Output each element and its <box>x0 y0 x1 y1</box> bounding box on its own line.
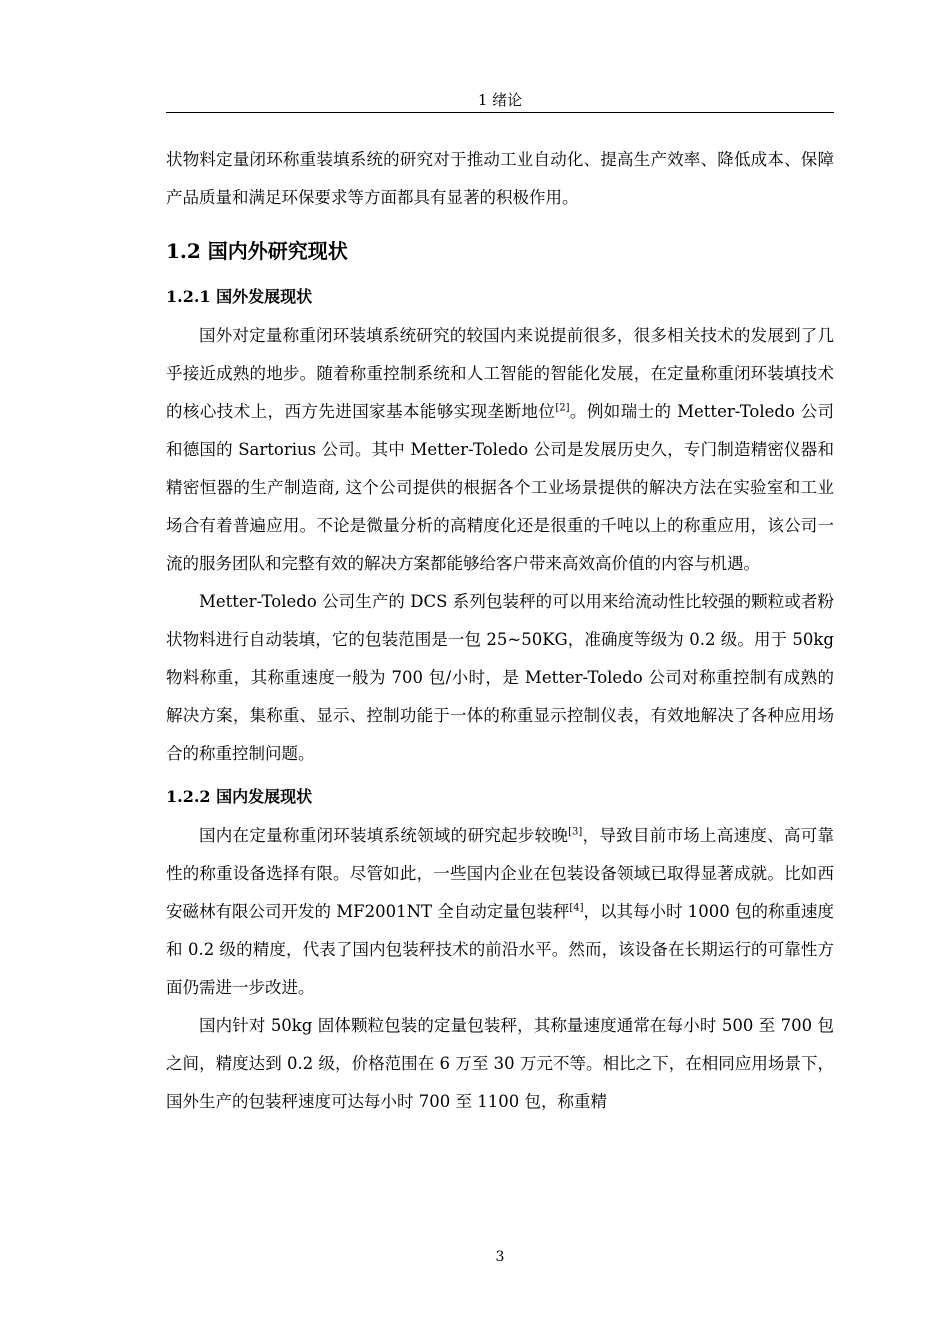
paragraph-domestic-1-part-b: ，导致目前市场上高速度、高可靠性的称重设备选择有限。尽管如此，一些国内企业在包装设备领域已取得显著成就。比如西安磁林有限公司开发的 MF2001NT 全自动定量包装秤 <box>166 826 835 921</box>
page-number: 3 <box>495 1249 505 1265</box>
paragraph-domestic-1 <box>166 817 834 1007</box>
paragraph-domestic-2: 国内针对 50kg 固体颗粒包装的定量包装秤，其称量速度通常在每小时 500 至 700 包之间，精度达到 0.2 级，价格范围在 6 万至 30 万元不等。相比之下，在相同应用场景下，国外生产的包装秤速度可达每小时 700 至 1100 包，称重精 <box>166 1016 834 1111</box>
header-rule <box>166 112 834 113</box>
page-body <box>166 141 834 1121</box>
citation-3: [3] <box>568 826 583 838</box>
paragraph-foreign-2: Metter-Toledo 公司生产的 DCS 系列包装秤的可以用来给流动性比较强的颗粒或者粉状物料进行自动装填，它的包装范围是一包 25~50KG，准确度等级为 0.2 级。用于 50kg 物料称重，其称重速度一般为 700 包/小时，是 Metter-Toledo 公司对称重控制有成熟的解决方案，集称重、显示、控制功能于一体的称重显示控制仪表，有效地解决了各种应用场合的称重控制问题。 <box>166 592 834 763</box>
heading-1-2-1: 1.2.1 国外发展现状 <box>166 287 313 306</box>
heading-1-2: 1.2 国内外研究现状 <box>166 239 348 263</box>
citation-2: [2] <box>555 402 570 414</box>
paragraph-foreign-1-part-b: 。例如瑞士的 Metter-Toledo 公司和德国的 Sartorius 公司。其中 Metter-Toledo 公司是发展历史久，专门制造精密仪器和精密恒器的生产制造商, 这个公司提供的根据各个工业场景提供的解决方法在实验室和工业场合有着普遍应用。不论是微量分析的高精度化还是很重的千吨以上的称重应用，该公司一流的服务团队和完整有效的解决方案都能够给客户带来高效高价值的内容与机遇。 <box>166 402 834 573</box>
paragraph-foreign-1-part-a: 国外对定量称重闭环装填系统研究的较国内来说提前很多，很多相关技术的发展到了几乎接近成熟的地步。随着称重控制系统和人工智能的智能化发展，在定量称重闭环装填技术的核心技术上，西方先进国家基本能够实现垄断地位 <box>166 326 834 421</box>
heading-1-2-2: 1.2.2 国内发展现状 <box>166 787 313 806</box>
paragraph-domestic-1-part-a: 国内在定量称重闭环装填系统领域的研究起步较晚 <box>199 826 569 845</box>
running-header: 1 绪论 <box>477 91 523 109</box>
citation-4: [4] <box>569 902 584 914</box>
paragraph-domestic-1-part-c: ，以其每小时 1000 包的称重速度和 0.2 级的精度，代表了国内包装秤技术的前沿水平。然而，该设备在长期运行的可靠性方面仍需进一步改进。 <box>166 902 834 997</box>
paragraph-foreign-1 <box>166 317 834 583</box>
paragraph-intro-tail: 状物料定量闭环称重装填系统的研究对于推动工业自动化、提高生产效率、降低成本、保障产品质量和满足环保要求等方面都具有显著的积极作用。 <box>166 150 834 207</box>
